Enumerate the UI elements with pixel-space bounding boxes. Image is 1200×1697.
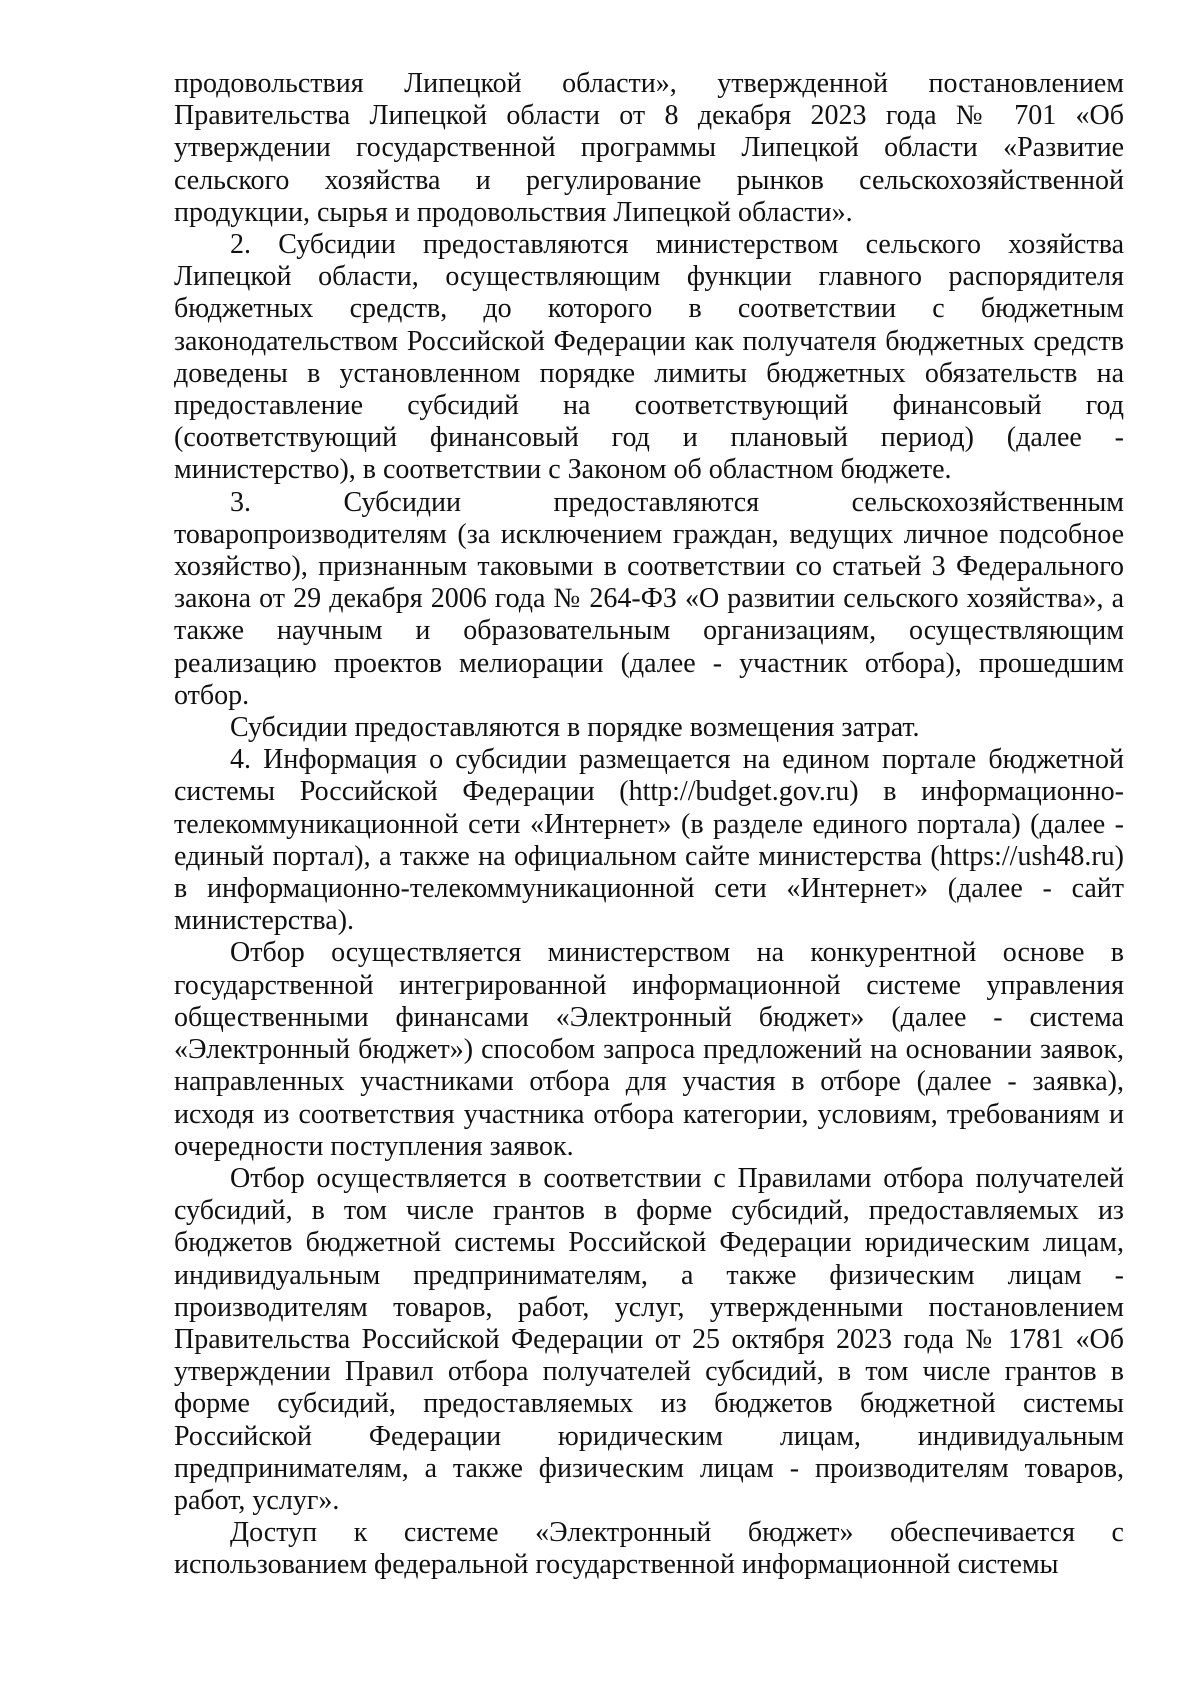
paragraph-item-3-heading: 3. Субсидии предоставляются сельскохозяйственным — [230, 486, 1124, 518]
paragraph-selection-method: Отбор осуществляется министерством на конкурентной основе в государственной интегрированной информационной системе управления общественными финансами «Электронный бюджет» (далее - система «Электронный бюджет») способом запроса предложений на основании заявок, направленных участниками отбора для участия в отборе (далее - заявка), исходя из соответствия участника отбора категории, условиям, требованиям и очередности поступления заявок. — [174, 937, 1124, 1162]
paragraph-system-access: Доступ к системе «Электронный бюджет» обеспечивается с использованием федеральной государственной информационной системы — [174, 1517, 1124, 1581]
document-body — [174, 68, 1124, 1582]
paragraph-reimbursement: Субсидии предоставляются в порядке возмещения затрат. — [230, 712, 920, 744]
paragraph-item-4: 4. Информация о субсидии размещается на едином портале бюджетной системы Российской Федерации (http://budget.gov.ru) в информационно-телекоммуникационной сети «Интернет» (в разделе единого портала) (далее - единый портал), а также на официальном сайте министерства (https://ush48.ru) в информационно-телекоммуникационной сети «Интернет» (далее - сайт министерства). — [174, 744, 1124, 937]
paragraph-item-2: 2. Субсидии предоставляются министерством сельского хозяйства Липецкой области, осуществляющим функции главного распорядителя бюджетных средств, до которого в соответствии с бюджетным законодательством Российской Федерации как получателя бюджетных средств доведены в установленном порядке лимиты бюджетных обязательств на предоставление субсидий на соответствующий финансовый год (соответствующий финансовый год и плановый период) (далее - министерство), в соответствии с Законом об областном бюджете. — [174, 229, 1124, 486]
paragraph-item-3-body: товаропроизводителям (за исключением граждан, ведущих личное подсобное хозяйство), признанным таковыми в соответствии со статьей 3 Федерального закона от 29 декабря 2006 года № 264-ФЗ «О развитии сельского хозяйства», а также научным и образовательным организациям, осуществляющим реализацию проектов мелиорации (далее - участник отбора), прошедшим отбор. — [174, 518, 1124, 711]
paragraph-continuation: продовольствия Липецкой области», утвержденной постановлением Правительства Липецкой области от 8 декабря 2023 года № 701 «Об утверждении государственной программы Липецкой области «Развитие сельского хозяйства и регулирование рынков сельскохозяйственной продукции, сырья и продовольствия Липецкой области». — [174, 68, 1124, 228]
paragraph-selection-rules: Отбор осуществляется в соответствии с Правилами отбора получателей субсидий, в том числе грантов в форме субсидий, предоставляемых из бюджетов бюджетной системы Российской Федерации юридическим лицам, индивидуальным предпринимателям, а также физическим лицам - производителям товаров, работ, услуг, утвержденными постановлением Правительства Российской Федерации от 25 октября 2023 года № 1781 «Об утверждении Правил отбора получателей субсидий, в том числе грантов в форме субсидий, предоставляемых из бюджетов бюджетной системы Российской Федерации юридическим лицам, индивидуальным предпринимателям, а также физическим лицам - производителям товаров, работ, услуг». — [174, 1162, 1124, 1516]
